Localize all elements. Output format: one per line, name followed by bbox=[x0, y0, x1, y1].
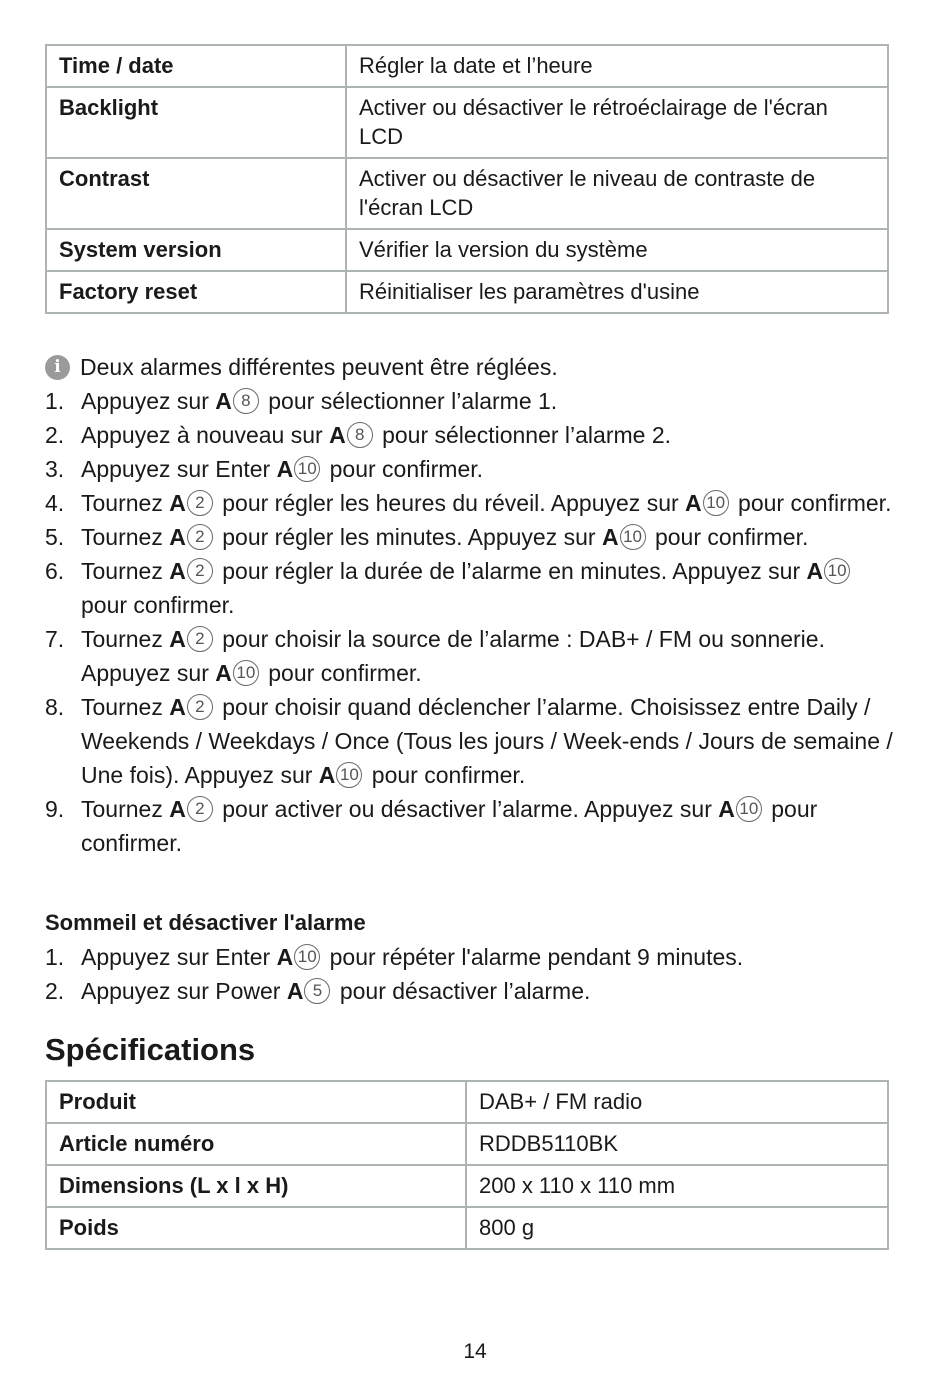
table-row bbox=[46, 271, 888, 313]
step-text: pour sélectionner l’alarme 2. bbox=[375, 422, 672, 448]
step-text: Tournez bbox=[81, 558, 170, 584]
step-text: Tournez bbox=[81, 796, 170, 822]
step-number: 8. bbox=[45, 694, 65, 720]
step-text: pour activer ou désactiver l’alarme. Appuyez sur bbox=[215, 796, 719, 822]
button-reference: 10 bbox=[336, 762, 362, 788]
snooze-heading: Sommeil et désactiver l'alarme bbox=[45, 910, 366, 935]
step-text: pour répéter l'alarme pendant 9 minutes. bbox=[323, 944, 744, 970]
device-label: A bbox=[215, 660, 232, 686]
device-label: A bbox=[601, 524, 619, 550]
step-number: 2. bbox=[45, 422, 65, 448]
button-reference: 8 bbox=[347, 422, 373, 448]
spec-value: 800 g bbox=[466, 1207, 888, 1249]
snooze-steps bbox=[45, 940, 905, 1008]
settings-table bbox=[45, 44, 889, 314]
specs-table bbox=[45, 1080, 889, 1250]
setting-key: System version bbox=[46, 229, 346, 271]
button-reference: 8 bbox=[233, 388, 259, 414]
list-item bbox=[45, 792, 905, 860]
button-reference: 10 bbox=[620, 524, 646, 550]
list-item bbox=[45, 486, 905, 520]
table-row bbox=[46, 45, 888, 87]
button-reference: 2 bbox=[187, 694, 213, 720]
button-reference: 2 bbox=[187, 796, 213, 822]
list-item bbox=[45, 418, 905, 452]
list-item bbox=[45, 554, 905, 622]
step-text: Appuyez à nouveau sur bbox=[81, 422, 330, 448]
table-row bbox=[46, 1207, 888, 1249]
table-row bbox=[46, 229, 888, 271]
step-number: 5. bbox=[45, 524, 65, 550]
step-text: Appuyez sur Enter bbox=[81, 944, 277, 970]
setting-key: Backlight bbox=[46, 87, 346, 158]
device-label: A bbox=[286, 978, 304, 1004]
step-text: pour confirmer. bbox=[81, 592, 235, 618]
document-page bbox=[45, 44, 905, 1250]
alarm-note-text: Deux alarmes différentes peuvent être réglées. bbox=[80, 354, 558, 380]
step-text: pour choisir la source de l’alarme : DAB+ / FM ou sonnerie. Appuyez sur bbox=[81, 626, 825, 686]
step-text: Tournez bbox=[81, 626, 170, 652]
list-item bbox=[45, 384, 905, 418]
step-number: 3. bbox=[45, 456, 65, 482]
alarm-steps bbox=[45, 384, 905, 860]
list-item bbox=[45, 940, 905, 974]
list-item bbox=[45, 452, 905, 486]
button-reference: 10 bbox=[736, 796, 762, 822]
spec-key: Poids bbox=[46, 1207, 466, 1249]
table-row bbox=[46, 87, 888, 158]
device-label: A bbox=[318, 762, 336, 788]
device-label: A bbox=[169, 558, 186, 584]
step-text: pour désactiver l’alarme. bbox=[333, 978, 591, 1004]
page-number: 14 bbox=[463, 1340, 487, 1363]
info-icon: i bbox=[45, 355, 70, 380]
device-label: A bbox=[169, 694, 186, 720]
step-text: pour sélectionner l’alarme 1. bbox=[261, 388, 558, 414]
step-number: 9. bbox=[45, 796, 65, 822]
device-label: A bbox=[276, 944, 294, 970]
step-number: 4. bbox=[45, 490, 65, 516]
step-text: pour confirmer. bbox=[323, 456, 484, 482]
step-text: pour régler les heures du réveil. Appuyez sur bbox=[215, 490, 686, 516]
setting-key: Time / date bbox=[46, 45, 346, 87]
specs-heading: Spécifications bbox=[45, 1032, 256, 1067]
table-row bbox=[46, 1123, 888, 1165]
list-item bbox=[45, 520, 905, 554]
device-label: A bbox=[169, 626, 186, 652]
spec-key: Produit bbox=[46, 1081, 466, 1123]
device-label: A bbox=[685, 490, 702, 516]
setting-value: Régler la date et l’heure bbox=[346, 45, 888, 87]
step-text: pour régler la durée de l’alarme en minutes. Appuyez sur bbox=[215, 558, 807, 584]
button-reference: 2 bbox=[187, 626, 213, 652]
step-number: 6. bbox=[45, 558, 65, 584]
button-reference: 2 bbox=[187, 524, 213, 550]
step-text: pour régler les minutes. Appuyez sur bbox=[215, 524, 602, 550]
step-text: Tournez bbox=[81, 490, 170, 516]
step-number: 1. bbox=[45, 944, 65, 970]
device-label: A bbox=[329, 422, 346, 448]
step-text: Tournez bbox=[81, 524, 170, 550]
step-text: pour confirmer. bbox=[648, 524, 809, 550]
step-number: 1. bbox=[45, 388, 65, 414]
step-text: pour confirmer. bbox=[81, 796, 818, 856]
button-reference: 5 bbox=[304, 978, 330, 1004]
button-reference: 10 bbox=[233, 660, 259, 686]
spec-value: DAB+ / FM radio bbox=[466, 1081, 888, 1123]
button-reference: 10 bbox=[294, 456, 320, 482]
device-label: A bbox=[215, 388, 232, 414]
device-label: A bbox=[718, 796, 735, 822]
button-reference: 10 bbox=[294, 944, 320, 970]
table-row bbox=[46, 1165, 888, 1207]
alarm-note bbox=[45, 350, 905, 384]
step-text: Appuyez sur Power bbox=[81, 978, 287, 1004]
button-reference: 10 bbox=[824, 558, 850, 584]
step-number: 2. bbox=[45, 978, 65, 1004]
button-reference: 10 bbox=[703, 490, 729, 516]
step-text: pour confirmer. bbox=[731, 490, 892, 516]
device-label: A bbox=[806, 558, 824, 584]
setting-value: Vérifier la version du système bbox=[346, 229, 888, 271]
table-row bbox=[46, 158, 888, 229]
spec-key: Dimensions (L x l x H) bbox=[46, 1165, 466, 1207]
table-row bbox=[46, 1081, 888, 1123]
list-item bbox=[45, 622, 905, 690]
setting-key: Contrast bbox=[46, 158, 346, 229]
step-text: pour confirmer. bbox=[261, 660, 422, 686]
spec-value: RDDB5110BK bbox=[466, 1123, 888, 1165]
step-text: Appuyez sur bbox=[81, 388, 216, 414]
step-text: Appuyez sur Enter bbox=[81, 456, 277, 482]
device-label: A bbox=[169, 524, 186, 550]
setting-value: Activer ou désactiver le niveau de contraste de l'écran LCD bbox=[346, 158, 888, 229]
list-item bbox=[45, 974, 905, 1008]
button-reference: 2 bbox=[187, 558, 213, 584]
button-reference: 2 bbox=[187, 490, 213, 516]
step-number: 7. bbox=[45, 626, 65, 652]
spec-value: 200 x 110 x 110 mm bbox=[466, 1165, 888, 1207]
setting-value: Réinitialiser les paramètres d'usine bbox=[346, 271, 888, 313]
spec-key: Article numéro bbox=[46, 1123, 466, 1165]
device-label: A bbox=[276, 456, 294, 482]
step-text: Tournez bbox=[81, 694, 170, 720]
device-label: A bbox=[169, 490, 186, 516]
list-item bbox=[45, 690, 905, 792]
setting-key: Factory reset bbox=[46, 271, 346, 313]
step-text: pour confirmer. bbox=[365, 762, 526, 788]
step-text: pour choisir quand déclencher l’alarme. Choisissez entre Daily / Weekends / Weekdays / Once (Tous les jours / Week-ends / Jours de semaine / Une fois). Appuyez sur bbox=[81, 694, 893, 788]
device-label: A bbox=[169, 796, 186, 822]
setting-value: Activer ou désactiver le rétroéclairage de l'écran LCD bbox=[346, 87, 888, 158]
